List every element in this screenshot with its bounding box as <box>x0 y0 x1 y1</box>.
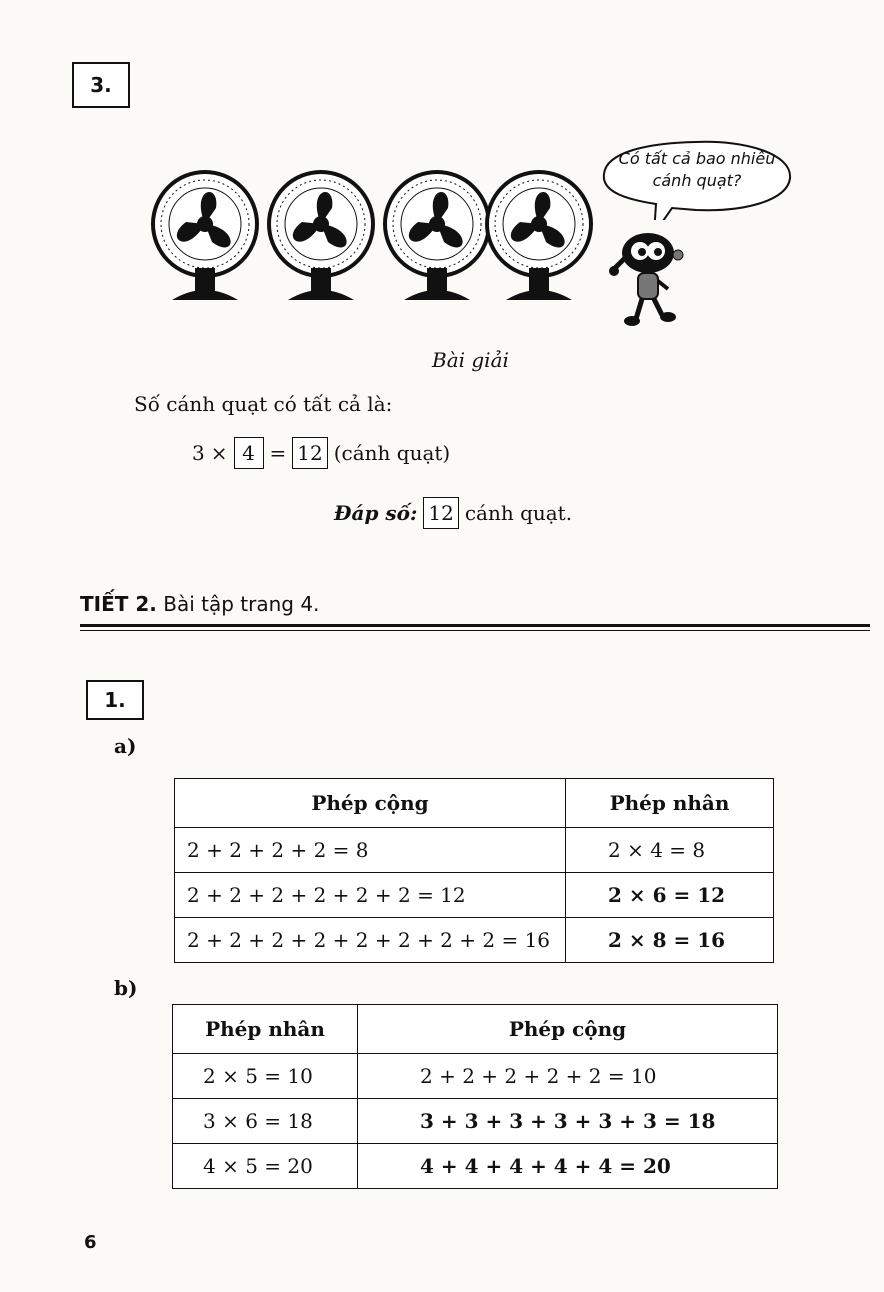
table-b-header-addition: Phép cộng <box>358 1005 778 1054</box>
answer-box: 12 <box>423 497 458 529</box>
fan-icon <box>484 168 594 308</box>
exercise-3-number: 3. <box>72 62 130 108</box>
part-b-label: b) <box>114 976 138 1000</box>
page-number: 6 <box>84 1232 97 1253</box>
solution-title: Bài giải <box>432 348 509 372</box>
fan-icon <box>382 168 492 308</box>
final-answer <box>334 496 572 530</box>
table-cell: 4 × 5 = 20 <box>173 1144 358 1189</box>
table-row <box>175 873 774 918</box>
table-a-header-multiplication: Phép nhân <box>566 779 774 828</box>
fan-icon <box>266 168 376 308</box>
fan-icon <box>150 168 260 308</box>
eq-answer-box-result: 12 <box>292 437 327 469</box>
section-title: TIẾT 2. <box>80 592 157 616</box>
solution-equation <box>192 436 450 470</box>
table-row <box>173 1054 778 1099</box>
eq-equals: = <box>269 441 287 465</box>
answer-unit: cánh quạt. <box>464 501 573 525</box>
table-part-a <box>174 778 774 963</box>
table-cell: 2 × 4 = 8 <box>566 828 774 873</box>
speech-bubble-text: Có tất cả bao nhiêu cánh quạt? <box>618 149 776 190</box>
table-a-header-addition: Phép cộng <box>175 779 566 828</box>
fan-illustration <box>150 168 610 308</box>
table-cell-answer: 2 × 8 = 16 <box>566 918 774 963</box>
table-cell: 3 × 6 = 18 <box>173 1099 358 1144</box>
table-row <box>173 1144 778 1189</box>
table-b-header-multiplication: Phép nhân <box>173 1005 358 1054</box>
table-cell: 2 + 2 + 2 + 2 = 8 <box>175 828 566 873</box>
table-cell-answer: 4 + 4 + 4 + 4 + 4 = 20 <box>358 1144 778 1189</box>
section-divider <box>80 624 870 627</box>
eq-answer-box-operand: 4 <box>234 437 264 469</box>
section-heading <box>80 592 319 616</box>
table-row <box>175 918 774 963</box>
section-divider-thin <box>80 630 870 631</box>
table-row <box>175 828 774 873</box>
table-cell: 2 × 5 = 10 <box>173 1054 358 1099</box>
answer-label: Đáp số: <box>334 501 418 525</box>
part-a-label: a) <box>114 734 137 758</box>
eq-unit: (cánh quạt) <box>333 441 451 465</box>
exercise-1-number: 1. <box>86 680 144 720</box>
table-part-b <box>172 1004 778 1189</box>
robot-mascot <box>606 225 690 330</box>
table-row <box>173 1099 778 1144</box>
eq-times: × <box>210 441 228 465</box>
table-cell-answer: 3 + 3 + 3 + 3 + 3 + 3 = 18 <box>358 1099 778 1144</box>
table-cell: 2 + 2 + 2 + 2 + 2 + 2 = 12 <box>175 873 566 918</box>
eq-operand-a: 3 <box>192 441 205 465</box>
table-cell: 2 + 2 + 2 + 2 + 2 = 10 <box>358 1054 778 1099</box>
table-cell: 2 + 2 + 2 + 2 + 2 + 2 + 2 + 2 = 16 <box>175 918 566 963</box>
section-subtitle: Bài tập trang 4. <box>163 592 320 616</box>
solution-line: Số cánh quạt có tất cả là: <box>134 392 393 416</box>
table-cell-answer: 2 × 6 = 12 <box>566 873 774 918</box>
